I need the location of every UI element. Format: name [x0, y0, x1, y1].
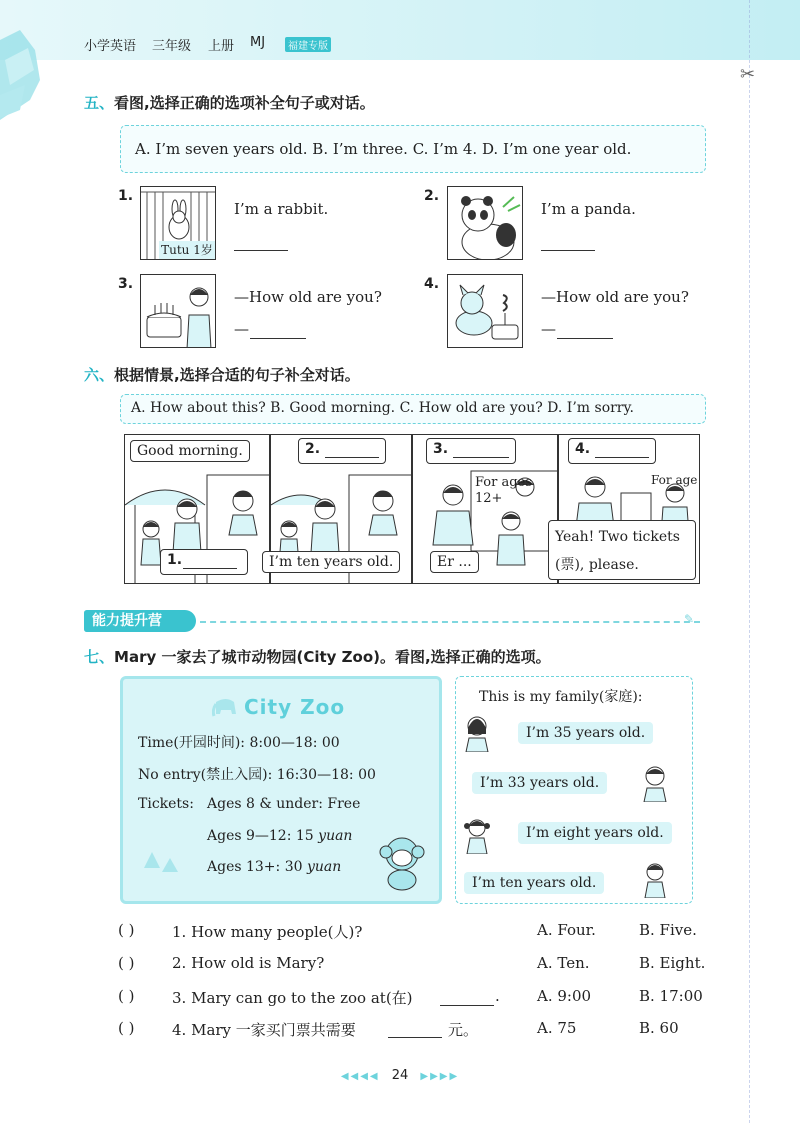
item3-dash: — — [234, 320, 249, 338]
q2-text: 2. How old is Mary? — [172, 954, 325, 972]
family-line-2: I’m 33 years old. — [472, 772, 607, 794]
panel2-answer-blank[interactable] — [325, 457, 379, 458]
page-footer — [0, 1068, 800, 1083]
q4-option-b: B. 60 — [639, 1019, 679, 1037]
section5-options: A. I’m seven years old. B. I’m three. C. I’m 4. D. I’m one year old. — [135, 140, 632, 158]
mother-avatar — [462, 712, 492, 752]
scissors-icon: ✂ — [740, 64, 756, 85]
birthday-boy-picture — [140, 274, 216, 348]
boy-avatar — [640, 858, 670, 898]
item1-answer-blank[interactable] — [234, 250, 288, 251]
right-arrows-icon: ▶▶▶▶ — [420, 1071, 460, 1082]
tree-icon — [142, 852, 182, 882]
header-volume: 上册 — [208, 39, 235, 54]
q2-option-b: B. Eight. — [639, 954, 706, 972]
q1-option-a: A. Four. — [537, 921, 596, 939]
zoo-ticket-child-text: Ages 9—12: 15 — [207, 828, 319, 844]
zoo-name: City Zoo — [244, 695, 346, 719]
section7-title — [84, 646, 551, 667]
zoo-tickets-label: Tickets: — [138, 796, 194, 812]
section6-instruction: 根据情景,选择合适的句子补全对话。 — [114, 366, 360, 384]
q1-option-b: B. Five. — [639, 921, 697, 939]
q2-option-a: A. Ten. — [537, 954, 590, 972]
rabbit-age-caption: Tutu 1岁 — [159, 241, 215, 259]
elephant-icon — [212, 696, 240, 718]
zoo-time: Time(开园时间): 8:00—18: 00 — [138, 735, 340, 751]
q3-fill-blank[interactable] — [440, 1005, 494, 1006]
zoo-ticket-free: Ages 8 & under: Free — [207, 796, 361, 812]
family-line-3: I’m eight years old. — [518, 822, 672, 844]
panel4-blank-number: 4. — [575, 441, 591, 457]
item2-number: 2. — [424, 188, 440, 204]
item3-text: —How old are you? — [234, 288, 382, 306]
section7-number: 七、 — [84, 648, 115, 666]
q3-option-a: A. 9:00 — [537, 987, 592, 1005]
item4-answer-blank[interactable] — [557, 338, 613, 339]
item1-text: I’m a rabbit. — [234, 200, 329, 218]
panel2-bottom-bubble: I’m ten years old. — [262, 551, 400, 573]
section7-instruction: Mary 一家去了城市动物园(City Zoo)。看图,选择正确的选项。 — [114, 648, 551, 666]
pencil-icon: ✎ — [684, 612, 695, 626]
zoo-ticket-child-unit: yuan — [318, 828, 353, 844]
item4-number: 4. — [424, 276, 440, 292]
item3-answer-blank[interactable] — [250, 338, 306, 339]
q1-answer-paren[interactable]: ( ) — [118, 921, 135, 939]
section5-title — [84, 92, 375, 113]
section5-number: 五、 — [84, 94, 115, 112]
father-avatar — [640, 762, 670, 802]
panel3-answer-blank[interactable] — [453, 457, 509, 458]
q1-text: 1. How many people(人)? — [172, 923, 363, 941]
panel4-bottom-bubble — [548, 520, 696, 580]
panda-picture — [447, 186, 523, 260]
pagoda-decoration — [0, 0, 60, 130]
q4-option-a: A. 75 — [537, 1019, 577, 1037]
ability-banner: 能力提升营 — [84, 610, 196, 632]
item4-dash: — — [541, 320, 556, 338]
family-line-1: I’m 35 years old. — [518, 722, 653, 744]
page-number: 24 — [391, 1068, 409, 1083]
header-grade: 三年级 — [152, 39, 192, 54]
section6-title — [84, 364, 360, 385]
item2-answer-blank[interactable] — [541, 250, 595, 251]
q3-answer-paren[interactable]: ( ) — [118, 987, 135, 1005]
zoo-ticket-child — [207, 828, 352, 844]
panel4-bubble-line2: (票), please. — [555, 557, 639, 573]
q2-answer-paren[interactable]: ( ) — [118, 954, 135, 972]
panel3-bottom-bubble: Er ... — [430, 551, 479, 573]
zoo-ticket-adult-text: Ages 13+: 30 — [207, 859, 307, 875]
zoo-ticket-adult-unit: yuan — [306, 859, 342, 875]
panel3-sign: For ages 12+ — [475, 475, 532, 506]
family-title: This is my family(家庭): — [479, 689, 643, 705]
cut-line — [749, 0, 750, 1123]
panel4-sign: For age — [651, 473, 698, 487]
panel2-top-bubble — [298, 438, 386, 464]
q3-option-b: B. 17:00 — [639, 987, 703, 1005]
left-arrows-icon: ◀◀◀◀ — [340, 1071, 380, 1082]
q4-answer-paren[interactable]: ( ) — [118, 1019, 135, 1037]
item2-text: I’m a panda. — [541, 200, 636, 218]
rabbit-picture — [140, 186, 216, 260]
section6-number: 六、 — [84, 366, 115, 384]
ability-divider — [200, 621, 700, 623]
panel4-top-bubble — [568, 438, 656, 464]
header-region-tag: 福建专版 — [285, 37, 331, 52]
zoo-no-entry: No entry(禁止入园): 16:30—18: 00 — [138, 767, 376, 783]
girl-avatar — [462, 814, 492, 854]
panel1-answer-blank[interactable] — [183, 568, 237, 569]
q3-text: 3. Mary can go to the zoo at(在) — [172, 989, 413, 1007]
q4-fill-blank[interactable] — [388, 1037, 442, 1038]
q4-text: 4. Mary 一家买门票共需要 — [172, 1021, 356, 1039]
panel2-blank-number: 2. — [305, 441, 321, 457]
item4-text: —How old are you? — [541, 288, 689, 306]
monkey-icon — [372, 830, 434, 892]
panel4-bubble-line1: Yeah! Two tickets — [555, 529, 680, 545]
panel3-top-bubble — [426, 438, 516, 464]
zoo-ticket-adult — [207, 859, 341, 875]
family-line-4: I’m ten years old. — [464, 872, 604, 894]
header-subject: 小学英语 — [84, 39, 137, 54]
panel4-answer-blank[interactable] — [595, 457, 649, 458]
puppy-cake-picture — [447, 274, 523, 348]
q4-tail: 元。 — [448, 1021, 479, 1039]
header-edition: MJ — [250, 35, 266, 50]
section5-instruction: 看图,选择正确的选项补全句子或对话。 — [114, 94, 375, 112]
panel1-bottom-bubble — [160, 549, 248, 575]
panel3-blank-number: 3. — [433, 441, 449, 457]
section6-options: A. How about this? B. Good morning. C. How old are you? D. I’m sorry. — [131, 400, 635, 416]
q3-tail: . — [495, 987, 500, 1005]
item1-number: 1. — [118, 188, 134, 204]
panel1-blank-number: 1. — [167, 552, 183, 568]
item3-number: 3. — [118, 276, 134, 292]
panel1-top-bubble: Good morning. — [130, 440, 250, 462]
